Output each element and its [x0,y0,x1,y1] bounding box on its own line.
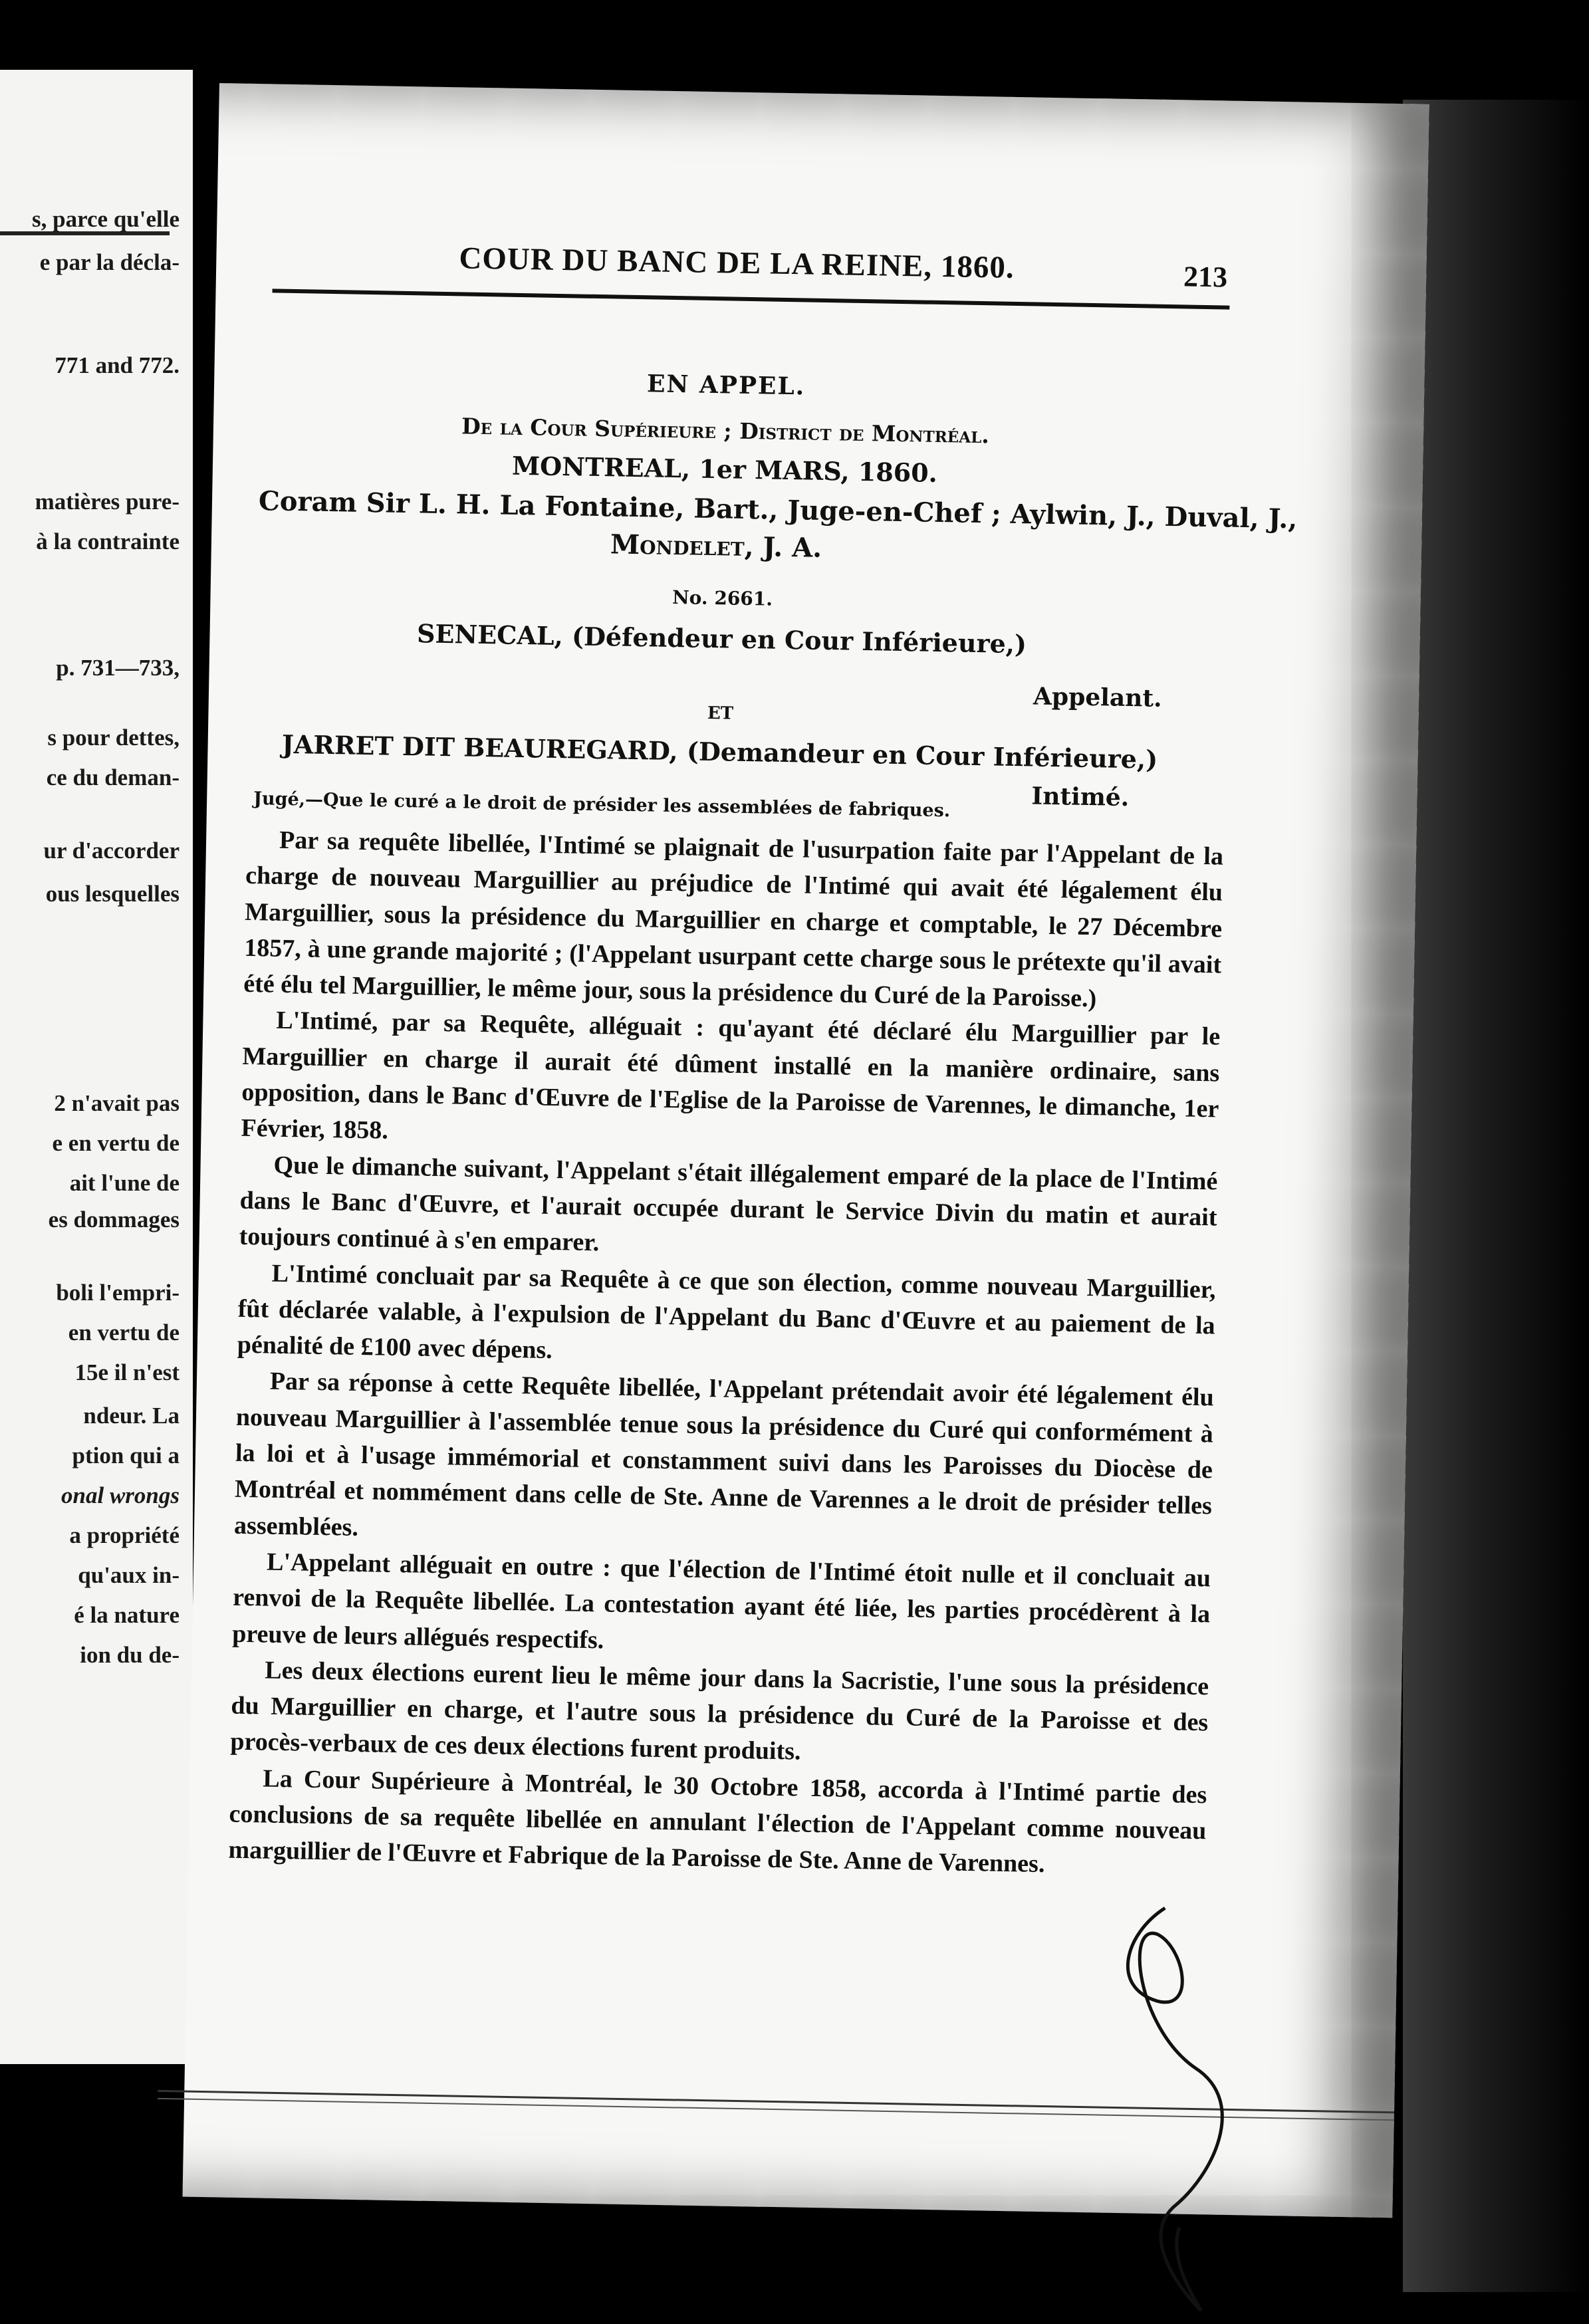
facing-page-fragment: ion du de- [80,1642,180,1668]
page-edge-shadow [1403,100,1589,2292]
facing-page-fragment: e en vertu de [52,1130,180,1156]
facing-page-fragment: 2 n'avait pas [54,1090,180,1116]
case-number: No. 2661. [672,586,773,610]
body-text [228,822,1223,1885]
facing-page-fragment: à la contrainte [36,528,180,554]
facing-page-fragment: matières pure- [35,489,180,515]
facing-page-fragment: a propriété [69,1522,180,1548]
court-line: De la Cour Supérieure ; District de Montréal. [461,413,990,449]
facing-page-fragment: ce du deman- [46,764,180,790]
body-paragraph: Que le dimanche suivant, l'Appelant s'était illégalement emparé de la place de l'Intimé dans le Banc d'Œuvre, et l'aurait occupée durant le Service Divin du matin et aurait toujours continué à s'en emparer. [239,1151,1218,1257]
coram-line-1: Coram Sir L. H. La Fontaine, Bart., Juge-en-Chef ; Aylwin, J., Duval, J., [258,485,1298,535]
respondent-role: Intimé. [1031,782,1130,812]
respondent-party: JARRET DIT BEAUREGARD, (Demandeur en Cour Inférieure,) [281,729,1158,774]
facing-page-fragment: e par la décla- [39,249,180,275]
facing-page-fragment: ait l'une de [69,1170,180,1196]
facing-page-fragment: 15e il n'est [74,1359,180,1385]
facing-page [0,70,193,2064]
facing-page-fragment: s, parce qu'elle [32,206,180,232]
body-paragraph: L'Intimé concluait par sa Requête à ce que son élection, comme nouveau Marguillier, fût déclarée valable, à l'expulsion de l'Appelant du Banc d'Œuvre et au paiement de la pénalité de £100 avec dépens. [237,1259,1216,1365]
handwritten-scrawl [1078,1893,1285,2322]
headnote: Jugé,—Que le curé a le droit de présider les assemblées de fabriques. [253,788,951,822]
appellant-party: SENECAL, (Défendeur en Cour Inférieure,) [416,618,1027,659]
facing-page-fragment: ur d'accorder [43,838,180,864]
facing-page-fragment: en vertu de [68,1320,180,1345]
running-header: COUR DU BANC DE LA REINE, 1860. [459,241,1015,285]
facing-page-fragment: s pour dettes, [47,725,180,751]
body-paragraph: L'Appelant alléguait en outre : que l'élection de l'Intimé étoit nulle et il concluait au renvoi de la Requête libellée. La contestation ayant été liée, les parties procédèrent à la preuve de leurs allégués respectifs. [231,1548,1211,1654]
header-rule [273,289,1230,309]
facing-page-fragment: onal wrongs [61,1482,180,1508]
et-separator: ET [707,703,734,724]
facing-page-fragment: 771 and 772. [55,352,180,378]
body-paragraph: Par sa requête libellée, l'Intimé se plaignait de l'usurpation faite par l'Appelant de la charge de nouveau Marguillier au préjudice de l'Intimé qui avait été légalement élu Marguillier, sous la présidence du Marguillier en charge et comptable, le 27 Décembre 1857, à une grande majorité ; (l'Appelant usurpant cette charge sous le prétexte qu'il avait été élu tel Marguillier, le même jour, sous la présidence du Curé de la Paroisse.) [243,826,1224,1013]
facing-page-fragment: ption qui a [72,1443,180,1468]
facing-page-fragment: p. 731—733, [56,655,180,681]
facing-page-fragment: boli l'empri- [56,1280,180,1306]
body-paragraph: Par sa réponse à cette Requête libellée, l'Appelant prétendait avoir été légalement élu nouveau Marguillier à l'assemblée tenue sous la présidence du Curé qui conformément à la loi et à l'usage immémorial et constamment suivi dans les Paroisses du Diocèse de Montréal et nommément dans celle de Ste. Anne de Varennes a le droit de présider telles assemblées. [233,1367,1215,1542]
coram-line-2: Mondelet, J. A. [610,528,822,564]
document-page [183,83,1429,2218]
section-heading: EN APPEL. [646,370,806,401]
body-paragraph: La Cour Supérieure à Montréal, le 30 Octobre 1858, accorda à l'Intimé partie des conclusions de sa requête libellée en annulant l'élection de l'Appelant comme nouveau marguillier de l'Œuvre et Fabrique de la Paroisse de Ste. Anne de Varennes. [228,1764,1207,1879]
body-paragraph: L'Intimé, par sa Requête, alléguait : qu'ayant été déclaré élu Marguillier par le Marguillier en charge il aurait été dûment installé en la manière ordinaire, sans opposition, dans le Banc d'Œuvre de l'Eglise de la Paroisse de Varennes, le dimanche, 1er Février, 1858. [241,1006,1221,1145]
appellant-role: Appelant. [1033,682,1162,713]
page-number: 213 [1183,260,1228,294]
facing-page-fragment: qu'aux in- [78,1562,180,1588]
date-line: MONTREAL, 1er MARS, 1860. [511,450,938,488]
facing-page-fragment: es dommages [48,1207,180,1232]
facing-page-fragment: é la nature [74,1602,180,1628]
facing-page-fragment: ndeur. La [83,1403,180,1429]
body-paragraph: Les deux élections eurent lieu le même jour dans la Sacristie, l'une sous la présidence du Marguillier en charge, et l'autre sous la présidence du Curé de la Paroisse et des procès-verbaux de ces deux élections furent produits. [230,1656,1209,1766]
coram-block [258,483,1298,574]
facing-page-fragment: ous lesquelles [45,881,180,907]
